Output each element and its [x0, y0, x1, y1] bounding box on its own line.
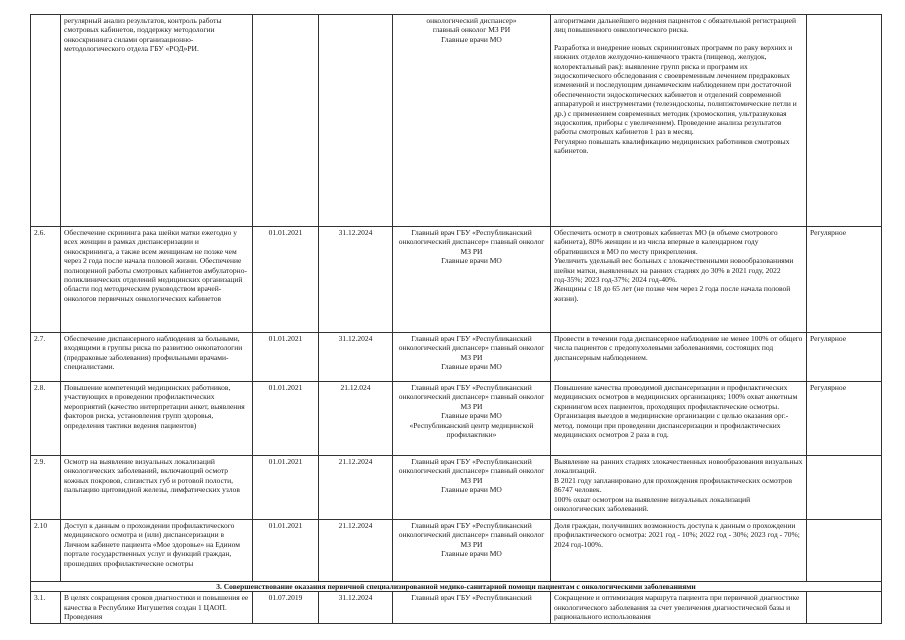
measure-text: Повышение компетенций медицинских работников, участвующих в проведении профилактических мероприятий (качество интерпретации анкет, выявления факторов риска, установления групп здоровья, определения тактики ведения пациентов) — [61, 382, 253, 456]
result-paragraph: Разработка и внедрение новых скрининговых программ по раку верхних и нижних отделов желудочно-кишечного тракта (пищевод, желудок, колоректальный рак): выявление групп риска и программ их эндоскопического обследования с своевременным лечением предраковых изменений и последующим динамическим наблюдением при достаточной обеспеченности эндоскопических кабинетов и отделений современной аппаратурой и инструментами (телеэндоскопы, полипэктомические петли и др.) с применением современных методик (хромоскопия, ультразвуковая эндоскопия, приборы с увеличением). Проведение анализа результатов работы смотровых кабинетов 1 раз в месяц. Регулярно повышать квалификацию медицинских работников смотровых кабинетов. — [554, 42, 797, 156]
measure-type: Регулярное — [807, 333, 882, 382]
responsible: Главный врач ГБУ «Республиканский онкологический диспансер» главный онколог МЗ РИ Главные врачи МО — [393, 520, 551, 582]
measure-text: Обеспечение скрининга рака шейки матки ежегодно у всех женщин в рамках диспансеризации и онкоскрининга, а также всем женщинам не позже чем через 2 года после начала половой жизни. Обеспечение полноценной работы смотровых кабинетов амбулаторно-поликлинических отделений медицинских организаций области под методическим руководством врачей-онкологов первичных онкологических кабинетов — [61, 227, 253, 333]
responsible: Главный врач ГБУ «Республиканский онкологический диспансер» главный онколог МЗ РИ Главные врачи МО — [393, 333, 551, 382]
measure-type — [807, 15, 882, 227]
measure-text: В целях сокращения сроков диагностики и повышения ее качества в Республике Ингушетия создан 1 ЦАОП. Проведения — [61, 592, 253, 623]
table-row — [31, 382, 882, 456]
responsible: Главный врач ГБУ «Республиканский онкологический диспансер» главный онколог МЗ РИ Главные врачи МО «Республиканский центр медицинской профилактики» — [393, 382, 551, 456]
row-number: 2.8. — [31, 382, 61, 456]
start-date: 01.01.2021 — [253, 227, 319, 333]
responsible: Главный врач ГБУ «Республиканский онкологический диспансер» главный онколог МЗ РИ Главные врачи МО — [393, 456, 551, 520]
start-date: 01.01.2021 — [253, 382, 319, 456]
table-row — [31, 15, 882, 227]
measure-text: Осмотр на выявление визуальных локализаций онкологических заболеваний, включающий осмотр кожных покровов, слизистых губ и ротовой полости, пальпацию щитовидной железы, лимфатических узлов — [61, 456, 253, 520]
row-number: 2.6. — [31, 227, 61, 333]
end-date: 21.12.2024 — [319, 456, 393, 520]
table-row — [31, 456, 882, 520]
measure-type — [807, 520, 882, 582]
section-heading-row — [31, 582, 882, 592]
measure-type: Регулярное — [807, 382, 882, 456]
result-cell: Доля граждан, получивших возможность доступа к данным о прохождении профилактического осмотра: 2021 год - 10%; 2022 год - 30%; 2023 год - 70%; 2024 год-100%. — [551, 520, 807, 582]
table-row — [31, 227, 882, 333]
measure-text: Доступ к данным о прохождении профилактического медицинского осмотра и (или) диспансеризации в Личном кабинете пациента «Мое здоровье» на Едином портале государственных услуг и функций граждан, прошедших профилактические осмотры — [61, 520, 253, 582]
responsible: онкологический диспансер» главный онколог МЗ РИ Главные врачи МО — [393, 15, 551, 227]
start-date: 01.01.2021 — [253, 456, 319, 520]
measure-type — [807, 592, 882, 623]
table-row — [31, 592, 882, 623]
section-heading: 3. Совершенствование оказания первичной специализированной медико-санитарной помощи пациентам с онкологическими заболеваниями — [31, 582, 882, 592]
measure-type — [807, 456, 882, 520]
table-row — [31, 333, 882, 382]
end-date: 21.12.024 — [319, 382, 393, 456]
result-cell: Сокращение и оптимизация маршрута пациента при первичной диагностике онкологического заболевания за счет увеличения диагностической базы и рационального использования — [551, 592, 807, 623]
responsible: Главный врач ГБУ «Республиканский — [393, 592, 551, 623]
result-cell: Провести в течении года диспансерное наблюдение не менее 100% от общего числа пациентов с предопухолевыми заболеваниями, состоящих под диспансерным наблюдением. — [551, 333, 807, 382]
result-cell: Обеспечить осмотр в смотровых кабинетах МО (в объеме смотрового кабинета), 80% женщин и из числа впервые в календарном году обратившихся в МО по месту прикрепления. Увеличить удельный вес больных с злокачественными новообразованиями шейки матки, выявленных на ранних стадиях до 30% в 2021 году, 2022 год-35%; 2023 год-37%; 2024 год-40%. Женщины с 18 до 65 лет (не позже чем через 2 года после начала половой жизни). — [551, 227, 807, 333]
row-number: 2.7. — [31, 333, 61, 382]
result-cell: Повышение качества проводимой диспансеризации и профилактических медицинских осмотров в медицинских организациях; 100% охват анкетным скринингом всех пациентов, проходящих профилактические осмотры. Организация выездов в медицинские организации с целью оказания орг.-метод. помощи при проведении диспансеризации и профилактических медицинских осмотров 2 раза в год. — [551, 382, 807, 456]
end-date: 31.12.2024 — [319, 592, 393, 623]
start-date: 01.07.2019 — [253, 592, 319, 623]
start-date — [253, 15, 319, 227]
row-number — [31, 15, 61, 227]
result-paragraph: алгоритмами дальнейшего ведения пациентов с обязательной регистрацией лиц повышенного онкологического риска. — [554, 16, 796, 35]
start-date: 01.01.2021 — [253, 333, 319, 382]
row-number: 2.10 — [31, 520, 61, 582]
measure-text: Обеспечение диспансерного наблюдения за больными, входящими в группы риска по развитию онкопатологии (предраковые заболевания) профильными врачами-специалистами. — [61, 333, 253, 382]
table-row — [31, 520, 882, 582]
end-date: 31.12.2024 — [319, 227, 393, 333]
end-date: 31.12.2024 — [319, 333, 393, 382]
measures-table — [30, 14, 882, 624]
row-number: 3.1. — [31, 592, 61, 623]
measure-type: Регулярное — [807, 227, 882, 333]
responsible: Главный врач ГБУ «Республиканский онкологический диспансер» главный онколог МЗ РИ Главные врачи МО — [393, 227, 551, 333]
end-date: 21.12.2024 — [319, 520, 393, 582]
result-cell — [551, 15, 807, 227]
start-date: 01.01.2021 — [253, 520, 319, 582]
row-number: 2.9. — [31, 456, 61, 520]
result-cell: Выявление на ранних стадиях злокачественных новообразования визуальных локализаций. В 2021 году запланировано для прохождения профилактических осмотров 86747 человек. 100% охват осмотром на выявление визуальных локализаций онкологических заболеваний. — [551, 456, 807, 520]
measure-text: регулярный анализ результатов, контроль работы смотровых кабинетов, поддержку методологии онкоскрининга силами организационно-методологического отдела ГБУ «РОД»РИ. — [61, 15, 253, 227]
end-date — [319, 15, 393, 227]
